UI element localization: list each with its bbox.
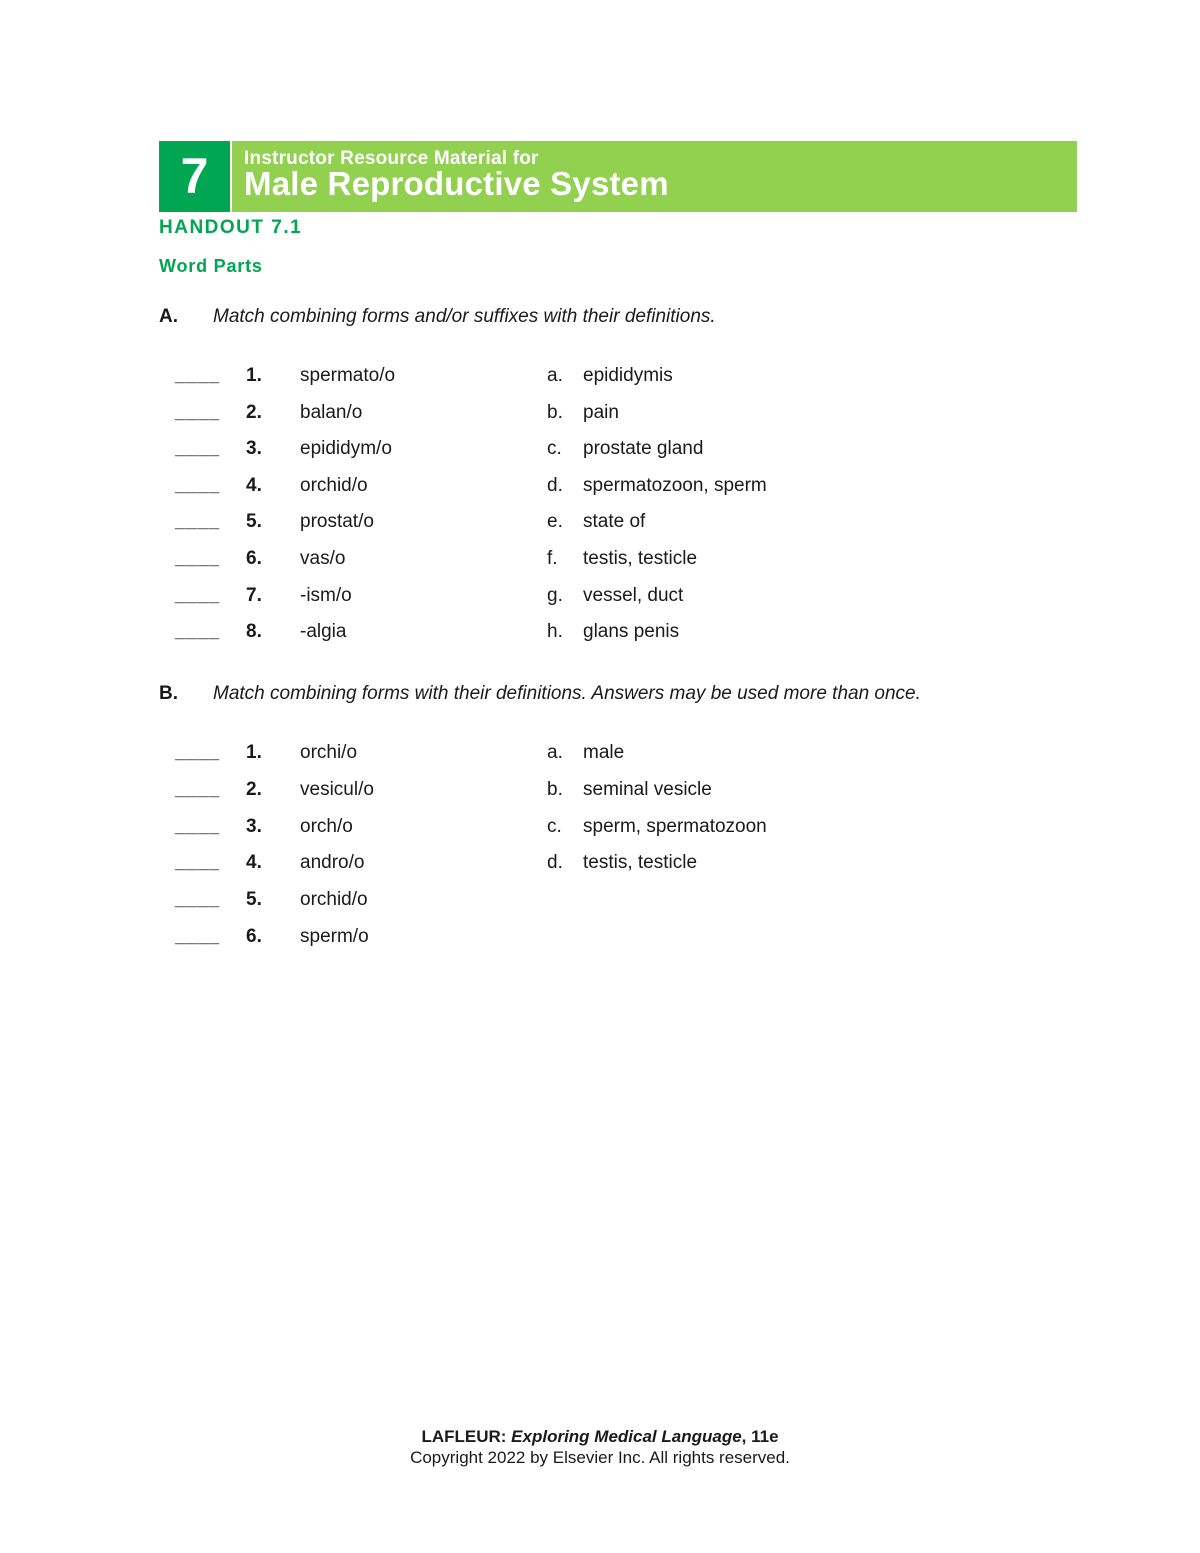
answer-blank[interactable]: ____ [175,742,220,763]
item-term: andro/o [300,852,365,874]
answer-blank[interactable]: ____ [175,621,220,643]
definition-letter: c. [547,815,562,837]
answer-blank[interactable]: ____ [175,852,220,874]
item-term: vas/o [300,548,346,569]
list-item [0,402,1200,432]
answer-blank[interactable]: ____ [175,926,220,947]
list-item [0,475,1200,505]
list-item [0,548,1200,578]
definition-letter: h. [547,621,563,643]
answer-blank[interactable]: ____ [175,511,220,533]
handout-label: HANDOUT 7.1 [159,217,303,238]
item-term: epididym/o [300,438,392,460]
item-term: balan/o [300,401,363,423]
item-number: 4. [246,474,262,496]
item-number: 6. [246,548,262,569]
item-number: 3. [246,815,262,837]
definition-text: spermatozoon, sperm [583,474,767,496]
answer-blank[interactable]: ____ [175,584,220,606]
definition-letter: e. [547,511,563,533]
item-term: -algia [300,621,347,643]
answer-blank[interactable]: ____ [175,438,220,460]
answer-blank[interactable]: ____ [175,401,220,423]
answer-blank[interactable]: ____ [175,548,220,569]
definition-text: prostate gland [583,438,704,460]
footer-author: LAFLEUR: [421,1427,507,1446]
list-item [0,852,1200,882]
definition-letter: a. [547,742,563,763]
list-item [0,438,1200,468]
footer-edition: , 11e [741,1427,779,1446]
definition-text: pain [583,401,619,423]
section-b-instruction: Match combining forms with their definitions. Answers may be used more than once. [213,683,921,704]
item-term: orchid/o [300,889,368,911]
item-term: spermato/o [300,365,396,386]
banner-title: Male Reproductive System [244,165,669,202]
item-number: 2. [246,778,262,800]
item-number: 1. [246,365,262,386]
definition-text: epididymis [583,365,673,386]
section-a-instruction: Match combining forms and/or suffixes with their definitions. [213,306,716,327]
definition-text: male [583,742,625,763]
item-number: 5. [246,889,262,911]
definition-letter: g. [547,584,563,606]
chapter-banner [159,141,1077,212]
item-term: sperm/o [300,926,369,947]
item-term: orchid/o [300,474,368,496]
item-number: 4. [246,852,262,874]
definition-text: glans penis [583,621,680,643]
list-item [0,585,1200,615]
footer-copyright: Copyright 2022 by Elsevier Inc. All rights reserved. [410,1448,790,1467]
list-item [0,621,1200,651]
list-item [0,511,1200,541]
definition-letter: b. [547,778,563,800]
list-item [0,816,1200,846]
definition-letter: d. [547,852,563,874]
definition-text: vessel, duct [583,584,684,606]
footer-book-title: Exploring Medical Language [511,1427,742,1446]
definition-text: state of [583,511,646,533]
definition-letter: b. [547,401,563,423]
item-number: 5. [246,511,262,533]
definition-text: testis, testicle [583,852,698,874]
item-number: 7. [246,584,262,606]
list-item [0,742,1200,772]
definition-text: seminal vesicle [583,778,712,800]
item-term: orchi/o [300,742,358,763]
footer-citation [0,1427,1200,1447]
definition-letter: f. [547,548,558,569]
list-item [0,926,1200,956]
item-number: 2. [246,401,262,423]
item-term: prostat/o [300,511,374,533]
definition-letter: a. [547,365,563,386]
list-item [0,889,1200,919]
item-number: 6. [246,926,262,947]
item-number: 3. [246,438,262,460]
section-b-letter: B. [159,683,178,704]
answer-blank[interactable]: ____ [175,474,220,496]
answer-blank[interactable]: ____ [175,778,220,800]
item-number: 1. [246,742,262,763]
banner-pretitle: Instructor Resource Material for [244,148,539,169]
definition-letter: d. [547,474,563,496]
answer-blank[interactable]: ____ [175,365,220,386]
section-a-letter: A. [159,306,178,327]
item-term: vesicul/o [300,778,374,800]
list-item [0,365,1200,395]
item-term: orch/o [300,815,353,837]
answer-blank[interactable]: ____ [175,815,220,837]
definition-text: testis, testicle [583,548,698,569]
answer-blank[interactable]: ____ [175,889,220,911]
chapter-number: 7 [159,141,232,212]
list-item [0,779,1200,809]
page-subtitle: Word Parts [159,256,263,276]
item-number: 8. [246,621,262,643]
definition-text: sperm, spermatozoon [583,815,767,837]
definition-letter: c. [547,438,562,460]
item-term: -ism/o [300,584,352,606]
